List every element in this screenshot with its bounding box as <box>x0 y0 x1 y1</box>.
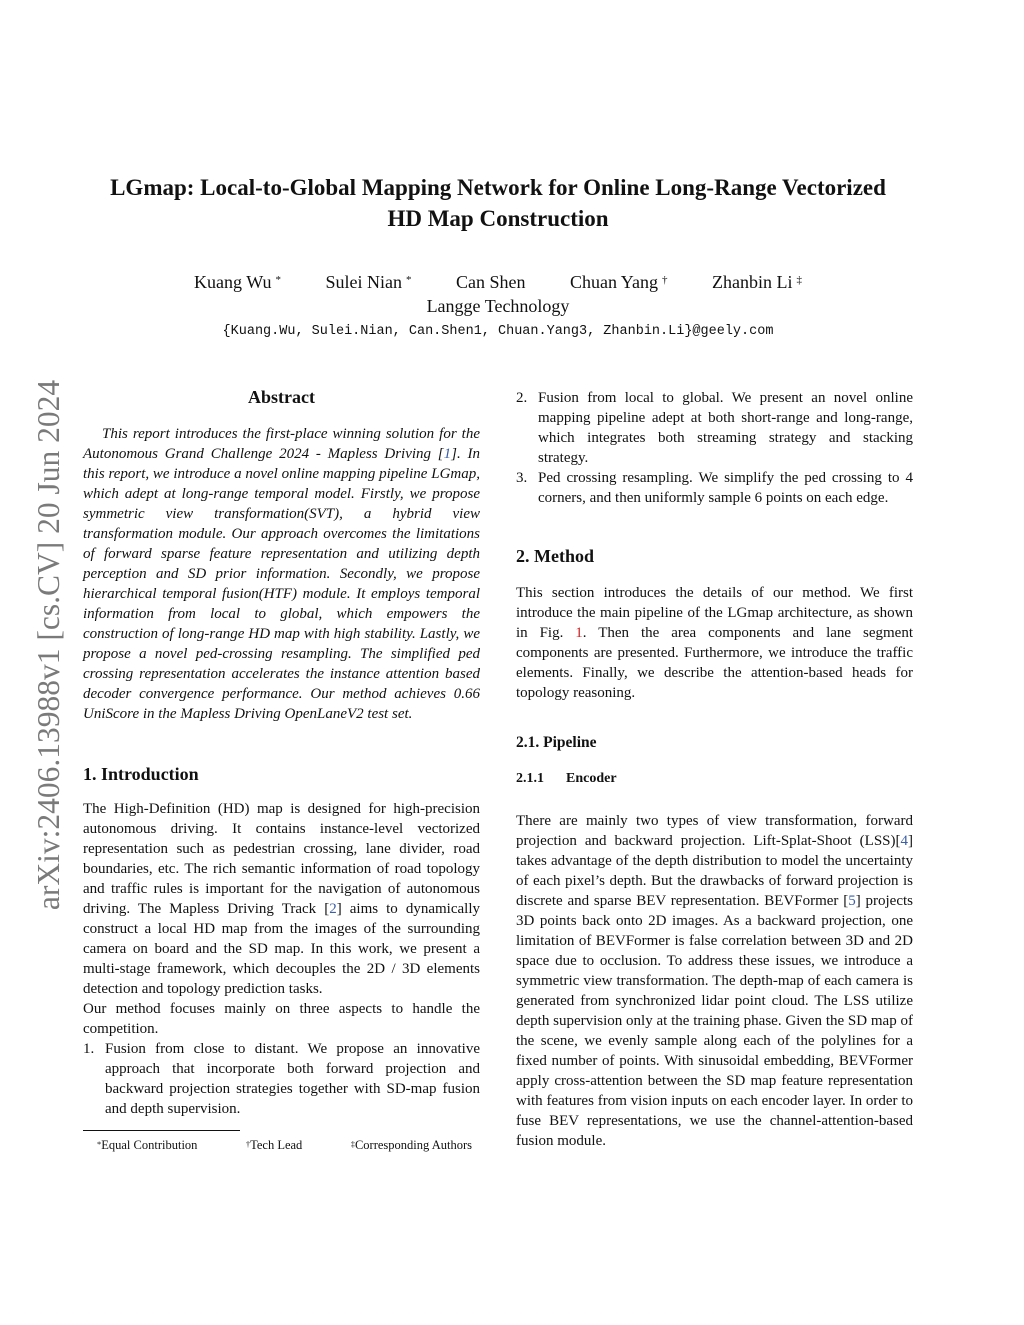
title-line-2: HD Map Construction <box>387 206 609 231</box>
method-text-part: This section introduces the details of our method. We first introduce the main pipeline of the LGmap architecture, as shown in Fig. <box>516 585 913 641</box>
intro-paragraph: Our method focuses mainly on three aspects to handle the competition. <box>83 1001 480 1037</box>
method-text-part: . Then the area components and lane segment components are presented. Furthermore, we introduce the traffic elements. Finally, we describe the attention-based heads for topology reasoning. <box>516 625 913 701</box>
abstract-text <box>83 424 480 724</box>
author-name: Chuan Yang <box>569 272 658 292</box>
author-name: Kuang Wu <box>194 272 272 292</box>
list-item <box>83 1039 480 1119</box>
author-list <box>60 270 936 294</box>
author-name: Can Shen <box>455 272 526 292</box>
footnotes <box>83 1137 480 1153</box>
footnote-lead <box>246 1137 302 1153</box>
list-item-number: 1. <box>83 1041 95 1057</box>
abstract-text-part: This report introduces the first-place winning solution for the Autonomous Grand Challenge 2024 - Mapless Driving [ <box>83 426 480 462</box>
encoder-text-part: ] projects 3D points back onto 2D images. As a backward projection, one limitation of BEVFormer is false correlation between 3D and 2D space due to occlusion. To address these issues, we introduce a symmetric view transformation. The depth-map of each camera is generated from synchronized lidar point cloud. The LSS utilize depth supervision only at the training phase. Given the SD map of the scene, we evenly sample along each of the polylines for a fixed number of points. With sinusoidal embedding, BEVFormer apply cross-attention between the SD map feature representation with features from vision inputs on each encoder layer. In order to fuse BEV representations, we use the channel-attention-based fusion module. <box>516 893 913 1149</box>
intro-text-part: ] aims to dynamically construct a local HD map from the images of the surrounding camera on board and the SD map. In this work, we present a multi-stage framework, which decouples the 2D / 3D elements detection and topology prediction tasks. <box>83 901 480 997</box>
figure-link[interactable]: 1 <box>575 625 583 641</box>
footnote-text: Tech Lead <box>250 1138 303 1152</box>
subsubsection-title: Encoder <box>566 771 617 786</box>
abstract-text-part: ]. In this report, we introduce a novel online mapping pipeline LGmap, which adept at long-range temporal model. Firstly, we propose symmetric view transformation(SVT), a hybrid view transformation module. Our approach overcomes the limitations of forward sparse feature representation and utilizing depth perception and SD prior information. Secondly, we propose hierarchical temporal fusion(HTF) module. It employs temporal information from local to global, which empowers the construction of long-range HD map with high stability. Lastly, we propose a novel ped-crossing resampling. The simplified ped crossing representation accelerates the instance attention based decoder convergence performance. Our method achieves 0.66 UniScore in the Mapless Driving OpenLaneV2 test set. <box>83 446 480 722</box>
author-mark: † <box>661 274 668 286</box>
abstract-heading: Abstract <box>248 387 315 407</box>
footnote-mark: † <box>245 1139 251 1149</box>
contribution-list-continued <box>516 388 913 508</box>
encoder-text-part: There are mainly two types of view transformation, forward projection and backward projection. Lift-Splat-Shoot (LSS)[ <box>516 813 913 849</box>
list-item-number: 2. <box>516 390 528 406</box>
footnote-area <box>83 1130 480 1153</box>
intro-paragraph <box>83 799 480 999</box>
intro-text-part: The High-Definition (HD) map is designed for high-precision autonomous driving. It contains instance-level vectorized representation such as pedestrian crossing, lane divider, road boundaries, etc. The rich semantic information of road topology and traffic rules is important for the navigation of autonomous driving. The Mapless Driving Track [ <box>83 801 480 917</box>
citation-link[interactable]: 4 <box>900 833 908 849</box>
subsection-heading-pipeline: 2.1. Pipeline <box>516 734 597 751</box>
section-heading-introduction: 1. Introduction <box>83 764 199 784</box>
title-line-1: LGmap: Local-to-Global Mapping Network for Online Long-Range Vectorized <box>110 175 886 200</box>
author <box>194 270 281 294</box>
arxiv-identifier: arXiv:2406.13988v1 [cs.CV] 20 Jun 2024 <box>31 379 66 911</box>
footnote-text: Equal Contribution <box>101 1138 198 1152</box>
list-item <box>516 468 913 508</box>
paper-title <box>60 172 936 234</box>
author-name: Sulei Nian <box>325 272 402 292</box>
author-name: Zhanbin Li <box>711 272 793 292</box>
method-paragraph <box>516 583 913 703</box>
footnote-text: Corresponding Authors <box>354 1138 472 1152</box>
list-item-number: 3. <box>516 470 528 486</box>
author-emails: {Kuang.Wu, Sulei.Nian, Can.Shen1, Chuan.Yang3, Zhanbin.Li}@geely.com <box>222 324 774 339</box>
contribution-list <box>83 1039 480 1119</box>
left-column <box>83 385 480 1153</box>
author <box>456 270 526 294</box>
footnote-corresponding <box>351 1137 472 1153</box>
author <box>712 270 802 294</box>
citation-link[interactable]: 2 <box>329 901 337 917</box>
list-item-text: Fusion from local to global. We present an novel online mapping pipeline adept at both short-range and long-range, which integrates both streaming strategy and stacking strategy. <box>538 390 913 466</box>
author <box>570 270 668 294</box>
encoder-paragraph <box>516 811 913 1151</box>
list-item-text: Fusion from close to distant. We propose an innovative approach that incorporate both forward projection and backward projection strategies together with SD-map fusion and depth supervision. <box>105 1041 480 1117</box>
section-heading-method: 2. Method <box>516 546 594 566</box>
author <box>325 270 411 294</box>
author-mark: * <box>405 274 412 286</box>
encoder-text-part: ] takes advantage of the depth distribution to model the uncertainty of each pixel’s depth. But the drawbacks of forward projection is discrete and sparse BEV representation. BEVFormer [ <box>516 833 913 909</box>
footnote-equal <box>97 1137 197 1153</box>
footnote-divider <box>83 1130 240 1131</box>
citation-link[interactable]: 5 <box>848 893 856 909</box>
footnote-mark: * <box>97 1139 102 1149</box>
author-mark: ‡ <box>796 274 802 286</box>
subsubsection-number: 2.1.1 <box>516 771 544 786</box>
affiliation: Langge Technology <box>426 296 570 316</box>
author-mark: * <box>275 274 281 286</box>
right-column <box>516 388 913 1151</box>
list-item <box>516 388 913 468</box>
footnote-mark: ‡ <box>350 1139 355 1149</box>
subsubsection-heading-encoder <box>516 769 913 789</box>
list-item-text: Ped crossing resampling. We simplify the ped crossing to 4 corners, and then uniformly sample 6 points on each edge. <box>538 470 913 506</box>
citation-link[interactable]: 1 <box>443 446 452 462</box>
